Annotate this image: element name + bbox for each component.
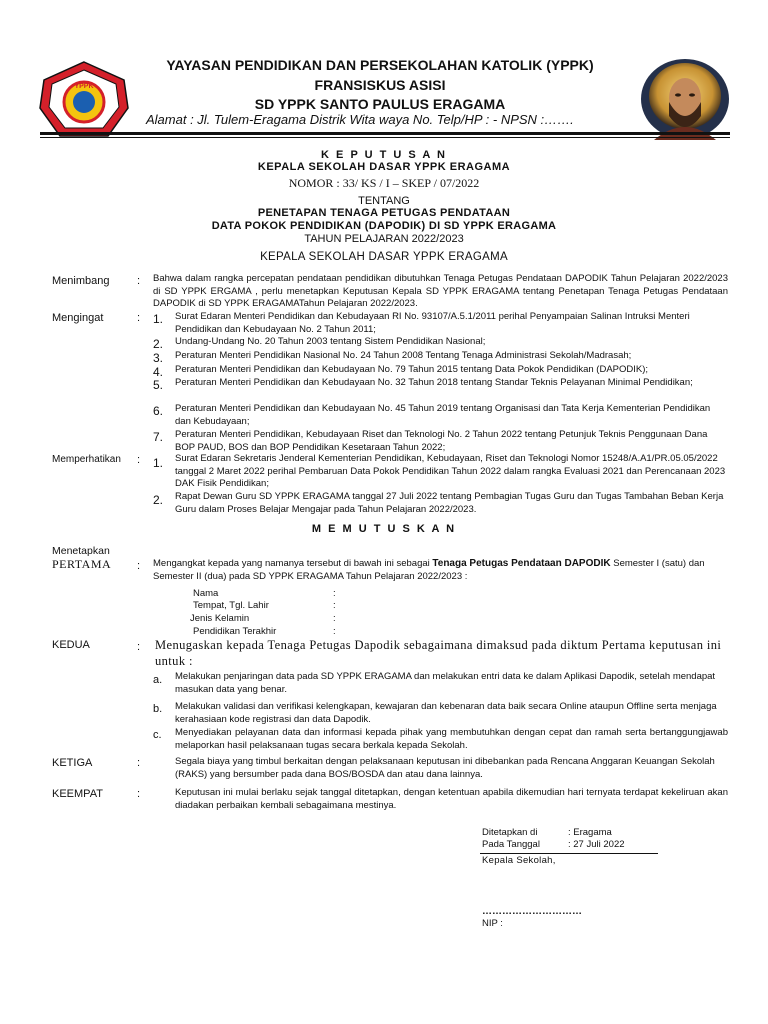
memperhatikan-label: Memperhatikan — [52, 454, 121, 465]
ditetapkan-label: Ditetapkan di — [482, 827, 538, 838]
field-label-ttl: Tempat, Tgl. Lahir — [193, 600, 269, 611]
list-number: 2. — [153, 337, 164, 351]
ketiga-label: KETIGA — [52, 757, 93, 769]
list-number: 1. — [153, 456, 164, 470]
memperhatikan-item: Surat Edaran Sekretaris Jenderal Kementerian Pendidikan, Kebudayaan, Riset dan Teknologi Nomor 15248/A.A1/PR.05.05/2022 tanggal 2 Maret 2022 perihal Pembaruan Data Pokok Pendidikan Tahun 2022 dalam rangka Evaluasi 2021 dan Perencanaan 2023 DAK Fisik Pendidikan; — [175, 453, 726, 489]
field-label-jenis-kelamin: Jenis Kelamin — [190, 613, 250, 624]
field-label-nama: Nama — [193, 588, 219, 599]
colon: : — [137, 641, 141, 653]
list-letter: c. — [153, 729, 162, 741]
kedua-label: KEDUA — [52, 639, 90, 651]
colon: : — [137, 560, 141, 572]
foundation-name: YAYASAN PENDIDIKAN DAN PERSEKOLAHAN KATOLIK (YPPK) — [166, 57, 594, 73]
signature-name-placeholder: ………………………… — [482, 906, 582, 917]
colon: : — [137, 788, 141, 800]
keempat-label: KEEMPAT — [52, 788, 103, 800]
mengingat-item: Peraturan Menteri Pendidikan dan Kebudayaan No. 79 Tahun 2015 tentang Data Pokok Pendidikan (DAPODIK); — [175, 364, 649, 375]
list-number: 1. — [153, 312, 164, 326]
signature-nip: NIP : — [482, 918, 503, 929]
menimbang-text: Bahwa dalam rangka percepatan pendataan pendidikan dibutuhkan Tenaga Petugas Pendataan DAPODIK Tahun Pelajaran 2022/2023 di SD YPPK ERGAMA , perlu menetapkan Keputusan Kepala SD YPPK ERAGAMA tentang Penetapan Tenaga Petugas Pendataan DAPODIK di SD YPPK ERAGAMATahun Pelajaran 2022/2023. — [153, 273, 728, 309]
field-colon: : — [333, 613, 336, 624]
mengingat-item: Peraturan Menteri Pendidikan, Kebudayaan Riset dan Teknologi No. 2 Tahun 2022 tentang Petunjuk Teknis Penggunaan Dana BOP PAUD, BOS dan BOP Pendidikan Kesetaraan Tahun 2022; — [175, 429, 708, 453]
header-divider — [40, 132, 730, 138]
mengingat-item: Undang-Undang No. 20 Tahun 2003 tentang Sistem Pendidikan Nasional; — [175, 336, 486, 347]
field-colon: : — [333, 626, 336, 637]
kedua-item: Menyediakan pelayanan data dan informasi kepada pihak yang membutuhkan dengan cepat dan ramah serta bertanggungjawab melaporkan hasil pelaksanaan tugas secara berkala kepada Sekolah. — [175, 727, 728, 751]
decree-subject-line2: DATA POKOK PENDIDIKAN (DAPODIK) DI SD YPPK ERAGAMA — [211, 220, 557, 232]
colon: : — [137, 275, 141, 287]
decree-school-year: TAHUN PELAJARAN 2022/2023 — [304, 233, 464, 245]
tanggal-label: Pada Tanggal — [482, 839, 540, 850]
ditetapkan-value: : Eragama — [568, 827, 612, 838]
decree-issuer: KEPALA SEKOLAH DASAR YPPK ERAGAMA — [257, 161, 511, 173]
field-label-pendidikan: Pendidikan Terakhir — [193, 626, 277, 637]
mengingat-label: Mengingat — [52, 312, 104, 324]
list-number: 5. — [153, 378, 164, 392]
school-name: SD YPPK SANTO PAULUS ERAGAMA — [254, 96, 506, 112]
list-letter: b. — [153, 703, 163, 715]
mengingat-item: Peraturan Menteri Pendidikan dan Kebudayaan No. 32 Tahun 2018 tentang Standar Teknis Pelayanan Minimal Pendidikan; — [175, 377, 693, 388]
memperhatikan-item: Rapat Dewan Guru SD YPPK ERAGAMA tanggal 27 Juli 2022 tentang Pembagian Tugas Guru dan Tugas Tambahan Beban Kerja Guru dalam Proses Belajar Mengajar pada Tahun Pelajaran 2022/2023. — [175, 491, 724, 515]
signature-title: Kepala Sekolah, — [482, 855, 556, 866]
mengingat-item: Peraturan Menteri Pendidikan dan Kebudayaan No. 45 Tahun 2019 tentang Organisasi dan Tata Kerja Kementerian Pendidikan dan Kebudayaan; — [175, 403, 711, 427]
list-number: 6. — [153, 404, 164, 418]
memutuskan-heading: M E M U T U S K A N — [311, 523, 457, 535]
list-number: 3. — [153, 351, 164, 365]
decree-title: K E P U T U S A N — [321, 149, 447, 161]
list-letter: a. — [153, 674, 163, 686]
menimbang-label: Menimbang — [52, 275, 110, 287]
tanggal-value: : 27 Juli 2022 — [568, 839, 625, 850]
kedua-item: Melakukan validasi dan verifikasi kelengkapan, kewajaran dan kebenaran data baik secara Online ataupun Offline serta menjaga kerahasiaan kode registrasi dan data Dapodik. — [175, 701, 717, 725]
foundation-subname: FRANSISKUS ASISI — [314, 77, 446, 93]
list-number: 2. — [153, 493, 164, 507]
mengingat-item: Peraturan Menteri Pendidikan Nasional No. 24 Tahun 2008 Tentang Tenaga Administrasi Sekolah/Madrasah; — [175, 350, 632, 361]
menetapkan-label: Menetapkan — [52, 545, 110, 557]
pertama-label: PERTAMA — [52, 557, 112, 571]
colon: : — [137, 454, 141, 466]
logo-text: YPPK — [74, 83, 94, 90]
kedua-intro: Menugaskan kepada Tenaga Petugas Dapodik sebagaimana dimaksud pada diktum Pertama keputusan ini untuk : — [155, 638, 722, 668]
colon: : — [137, 312, 141, 324]
list-number: 4. — [153, 365, 164, 379]
field-colon: : — [333, 600, 336, 611]
decree-issuer-repeat: KEPALA SEKOLAH DASAR YPPK ERAGAMA — [260, 251, 508, 263]
decree-tentang: TENTANG — [358, 195, 410, 207]
ketiga-text: Segala biaya yang timbul berkaitan dengan pelaksanaan keputusan ini dibebankan pada Rencana Anggaran Keuangan Sekolah (RAKS) yang bersumber pada dana BOS/BOSDA dan atau dana lainnya. — [175, 756, 715, 780]
colon: : — [137, 757, 141, 769]
school-address: Alamat : Jl. Tulem-Eragama Distrik Wita waya No. Telp/HP : - NPSN :……. — [146, 112, 574, 127]
decree-subject-line1: PENETAPAN TENAGA PETUGAS PENDATAAN — [257, 207, 511, 219]
field-colon: : — [333, 588, 336, 599]
pertama-text: Mengangkat kepada yang namanya tersebut di bawah ini sebagai Tenaga Petugas Pendataan DAPODIK Semester I (satu) dan Semester II (dua) pada SD YPPK ERAGAMA Tahun Pelajaran 2022/2023 : — [153, 558, 705, 582]
list-number: 7. — [153, 430, 164, 444]
signature-divider — [480, 853, 658, 854]
kedua-item: Melakukan penjaringan data pada SD YPPK ERAGAMA dan melakukan entri data ke dalam Aplikasi Dapodik, setelah mendapat masukan data yang benar. — [175, 671, 716, 695]
mengingat-item: Surat Edaran Menteri Pendidikan dan Kebudayaan RI No. 93107/A.5.1/2011 perihal Penyampaian Salinan Intruksi Menteri Pendidikan dan Kebudayaan No. 2 Tahun 2011; — [175, 311, 690, 335]
keempat-text: Keputusan ini mulai berlaku sejak tanggal ditetapkan, dengan ketentuan apabila dikemudian hari ternyata terdapat kekeliruan akan diadakan perbaikan kembali sebagaimana mestinya. — [175, 787, 728, 811]
decree-number: NOMOR : 33/ KS / I – SKEP / 07/2022 — [288, 176, 480, 190]
